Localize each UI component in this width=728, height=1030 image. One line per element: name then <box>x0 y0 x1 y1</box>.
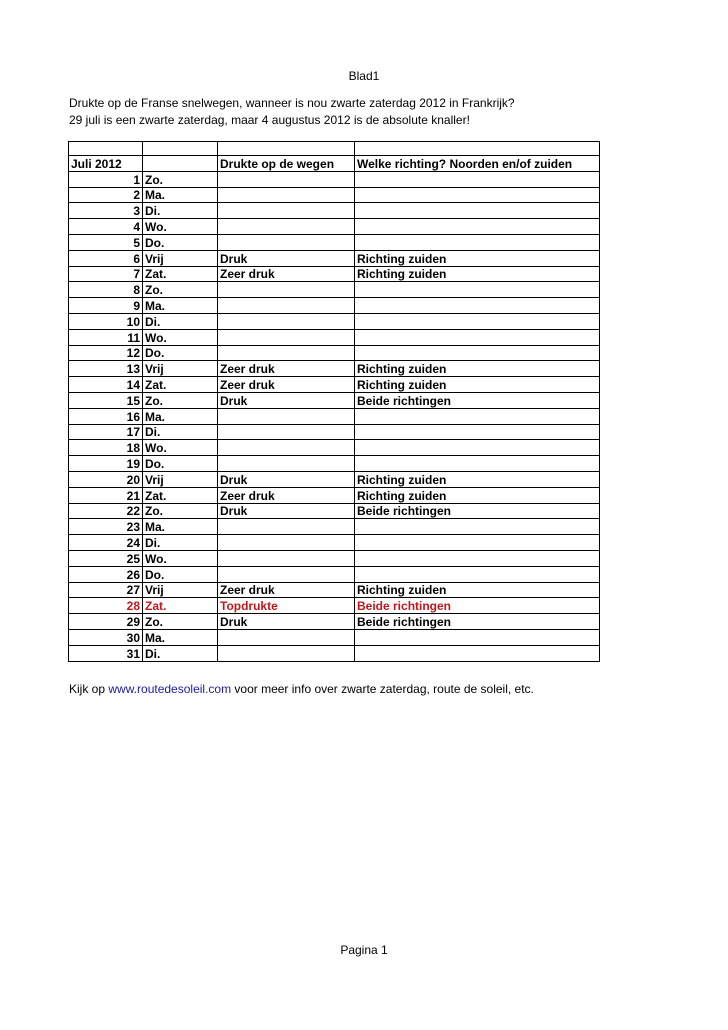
header-direction: Welke richting? Noorden en/of zuiden <box>355 156 600 172</box>
traffic-direction <box>355 219 600 235</box>
table-row <box>69 645 600 661</box>
table-row <box>69 598 600 614</box>
day-number: 5 <box>69 234 143 250</box>
weekday: Di. <box>143 313 218 329</box>
blank-cell <box>355 142 600 156</box>
table-row <box>69 313 600 329</box>
day-number: 6 <box>69 250 143 266</box>
day-number: 26 <box>69 566 143 582</box>
traffic-level <box>218 550 355 566</box>
table-row <box>69 582 600 598</box>
traffic-direction <box>355 519 600 535</box>
traffic-level <box>218 298 355 314</box>
traffic-level <box>218 187 355 203</box>
table-row <box>69 519 600 535</box>
day-number: 9 <box>69 298 143 314</box>
traffic-direction <box>355 313 600 329</box>
table-row <box>69 219 600 235</box>
weekday: Ma. <box>143 519 218 535</box>
blank-cell <box>143 142 218 156</box>
table-row <box>69 329 600 345</box>
day-number: 16 <box>69 408 143 424</box>
page-number: Pagina 1 <box>340 943 388 957</box>
traffic-level: Druk <box>218 614 355 630</box>
weekday: Do. <box>143 345 218 361</box>
weekday: Ma. <box>143 629 218 645</box>
day-number: 11 <box>69 329 143 345</box>
table-row <box>69 345 600 361</box>
traffic-direction: Beide richtingen <box>355 614 600 630</box>
traffic-level: Druk <box>218 250 355 266</box>
traffic-direction: Beide richtingen <box>355 503 600 519</box>
traffic-direction <box>355 298 600 314</box>
traffic-level: Zeer druk <box>218 361 355 377</box>
traffic-direction <box>355 535 600 551</box>
traffic-direction: Richting zuiden <box>355 361 600 377</box>
calendar-table <box>68 141 600 662</box>
weekday: Di. <box>143 645 218 661</box>
weekday: Vrij <box>143 582 218 598</box>
weekday: Ma. <box>143 187 218 203</box>
traffic-direction: Richting zuiden <box>355 487 600 503</box>
weekday: Zat. <box>143 487 218 503</box>
weekday: Zat. <box>143 598 218 614</box>
weekday: Do. <box>143 456 218 472</box>
table-row <box>69 503 600 519</box>
day-number: 4 <box>69 219 143 235</box>
weekday: Vrij <box>143 471 218 487</box>
traffic-direction <box>355 456 600 472</box>
traffic-level: Zeer druk <box>218 266 355 282</box>
weekday: Ma. <box>143 298 218 314</box>
table-row <box>69 614 600 630</box>
weekday: Zo. <box>143 282 218 298</box>
traffic-direction <box>355 234 600 250</box>
traffic-direction: Richting zuiden <box>355 266 600 282</box>
day-number: 30 <box>69 629 143 645</box>
footer-note <box>69 682 534 696</box>
traffic-level <box>218 171 355 187</box>
day-number: 25 <box>69 550 143 566</box>
traffic-direction <box>355 282 600 298</box>
traffic-direction <box>355 424 600 440</box>
table-row <box>69 629 600 645</box>
weekday: Di. <box>143 424 218 440</box>
weekday: Zat. <box>143 266 218 282</box>
weekday: Ma. <box>143 408 218 424</box>
table-row <box>69 471 600 487</box>
table-row <box>69 408 600 424</box>
table-row <box>69 234 600 250</box>
day-number: 21 <box>69 487 143 503</box>
day-number: 17 <box>69 424 143 440</box>
table-row <box>69 487 600 503</box>
traffic-level <box>218 203 355 219</box>
weekday: Do. <box>143 566 218 582</box>
header-traffic: Drukte op de wegen <box>218 156 355 172</box>
traffic-level <box>218 282 355 298</box>
blank-cell <box>218 142 355 156</box>
traffic-direction: Richting zuiden <box>355 250 600 266</box>
traffic-direction <box>355 645 600 661</box>
traffic-level: Druk <box>218 392 355 408</box>
traffic-level <box>218 645 355 661</box>
day-number: 24 <box>69 535 143 551</box>
weekday: Zo. <box>143 503 218 519</box>
table-row <box>69 171 600 187</box>
table-row <box>69 298 600 314</box>
traffic-level: Druk <box>218 471 355 487</box>
traffic-direction: Beide richtingen <box>355 392 600 408</box>
table-row <box>69 535 600 551</box>
website-link[interactable]: www.routedesoleil.com <box>108 682 232 696</box>
table-row <box>69 440 600 456</box>
table-row <box>69 266 600 282</box>
weekday: Di. <box>143 535 218 551</box>
traffic-direction: Richting zuiden <box>355 377 600 393</box>
traffic-level <box>218 329 355 345</box>
intro-line-2: 29 juli is een zwarte zaterdag, maar 4 augustus 2012 is de absolute knaller! <box>69 113 470 127</box>
weekday: Zo. <box>143 614 218 630</box>
weekday: Wo. <box>143 550 218 566</box>
table-row <box>69 566 600 582</box>
header-empty <box>143 156 218 172</box>
day-number: 28 <box>69 598 143 614</box>
traffic-direction <box>355 187 600 203</box>
day-number: 23 <box>69 519 143 535</box>
weekday: Zo. <box>143 392 218 408</box>
weekday: Wo. <box>143 219 218 235</box>
traffic-direction <box>355 345 600 361</box>
table-row <box>69 361 600 377</box>
day-number: 7 <box>69 266 143 282</box>
blank-cell <box>69 142 143 156</box>
day-number: 22 <box>69 503 143 519</box>
weekday: Vrij <box>143 250 218 266</box>
traffic-direction <box>355 203 600 219</box>
day-number: 14 <box>69 377 143 393</box>
traffic-level <box>218 408 355 424</box>
day-number: 18 <box>69 440 143 456</box>
traffic-level <box>218 456 355 472</box>
traffic-direction <box>355 408 600 424</box>
traffic-direction: Richting zuiden <box>355 582 600 598</box>
traffic-level: Zeer druk <box>218 487 355 503</box>
day-number: 8 <box>69 282 143 298</box>
weekday: Zo. <box>143 171 218 187</box>
table-row <box>69 250 600 266</box>
weekday: Di. <box>143 203 218 219</box>
day-number: 19 <box>69 456 143 472</box>
traffic-level <box>218 519 355 535</box>
weekday: Vrij <box>143 361 218 377</box>
header-row <box>69 156 600 172</box>
traffic-level <box>218 234 355 250</box>
traffic-level: Druk <box>218 503 355 519</box>
table-row <box>69 377 600 393</box>
day-number: 12 <box>69 345 143 361</box>
table-row <box>69 392 600 408</box>
day-number: 13 <box>69 361 143 377</box>
table-row <box>69 424 600 440</box>
footer-suffix: voor meer info over zwarte zaterdag, route de soleil, etc. <box>231 682 534 696</box>
weekday: Wo. <box>143 440 218 456</box>
intro-line-1: Drukte op de Franse snelwegen, wanneer is nou zwarte zaterdag 2012 in Frankrijk? <box>69 96 515 110</box>
table-row <box>69 456 600 472</box>
weekday: Do. <box>143 234 218 250</box>
table-row <box>69 282 600 298</box>
traffic-level: Topdrukte <box>218 598 355 614</box>
day-number: 3 <box>69 203 143 219</box>
traffic-level <box>218 313 355 329</box>
sheet-title: Blad1 <box>348 69 380 83</box>
traffic-direction <box>355 566 600 582</box>
blank-row <box>69 142 600 156</box>
traffic-direction <box>355 550 600 566</box>
day-number: 2 <box>69 187 143 203</box>
day-number: 15 <box>69 392 143 408</box>
header-month: Juli 2012 <box>69 156 143 172</box>
traffic-level <box>218 345 355 361</box>
weekday: Wo. <box>143 329 218 345</box>
traffic-level <box>218 219 355 235</box>
traffic-direction <box>355 440 600 456</box>
day-number: 29 <box>69 614 143 630</box>
traffic-level <box>218 566 355 582</box>
traffic-level: Zeer druk <box>218 377 355 393</box>
day-number: 1 <box>69 171 143 187</box>
traffic-level <box>218 629 355 645</box>
weekday: Zat. <box>143 377 218 393</box>
traffic-direction <box>355 629 600 645</box>
table-row <box>69 550 600 566</box>
day-number: 20 <box>69 471 143 487</box>
table-row <box>69 187 600 203</box>
day-number: 10 <box>69 313 143 329</box>
day-number: 27 <box>69 582 143 598</box>
footer-prefix: Kijk op <box>69 682 109 696</box>
traffic-direction <box>355 171 600 187</box>
day-number: 31 <box>69 645 143 661</box>
table-row <box>69 203 600 219</box>
traffic-level <box>218 424 355 440</box>
traffic-level: Zeer druk <box>218 582 355 598</box>
traffic-direction: Beide richtingen <box>355 598 600 614</box>
traffic-direction: Richting zuiden <box>355 471 600 487</box>
traffic-level <box>218 440 355 456</box>
traffic-direction <box>355 329 600 345</box>
traffic-level <box>218 535 355 551</box>
